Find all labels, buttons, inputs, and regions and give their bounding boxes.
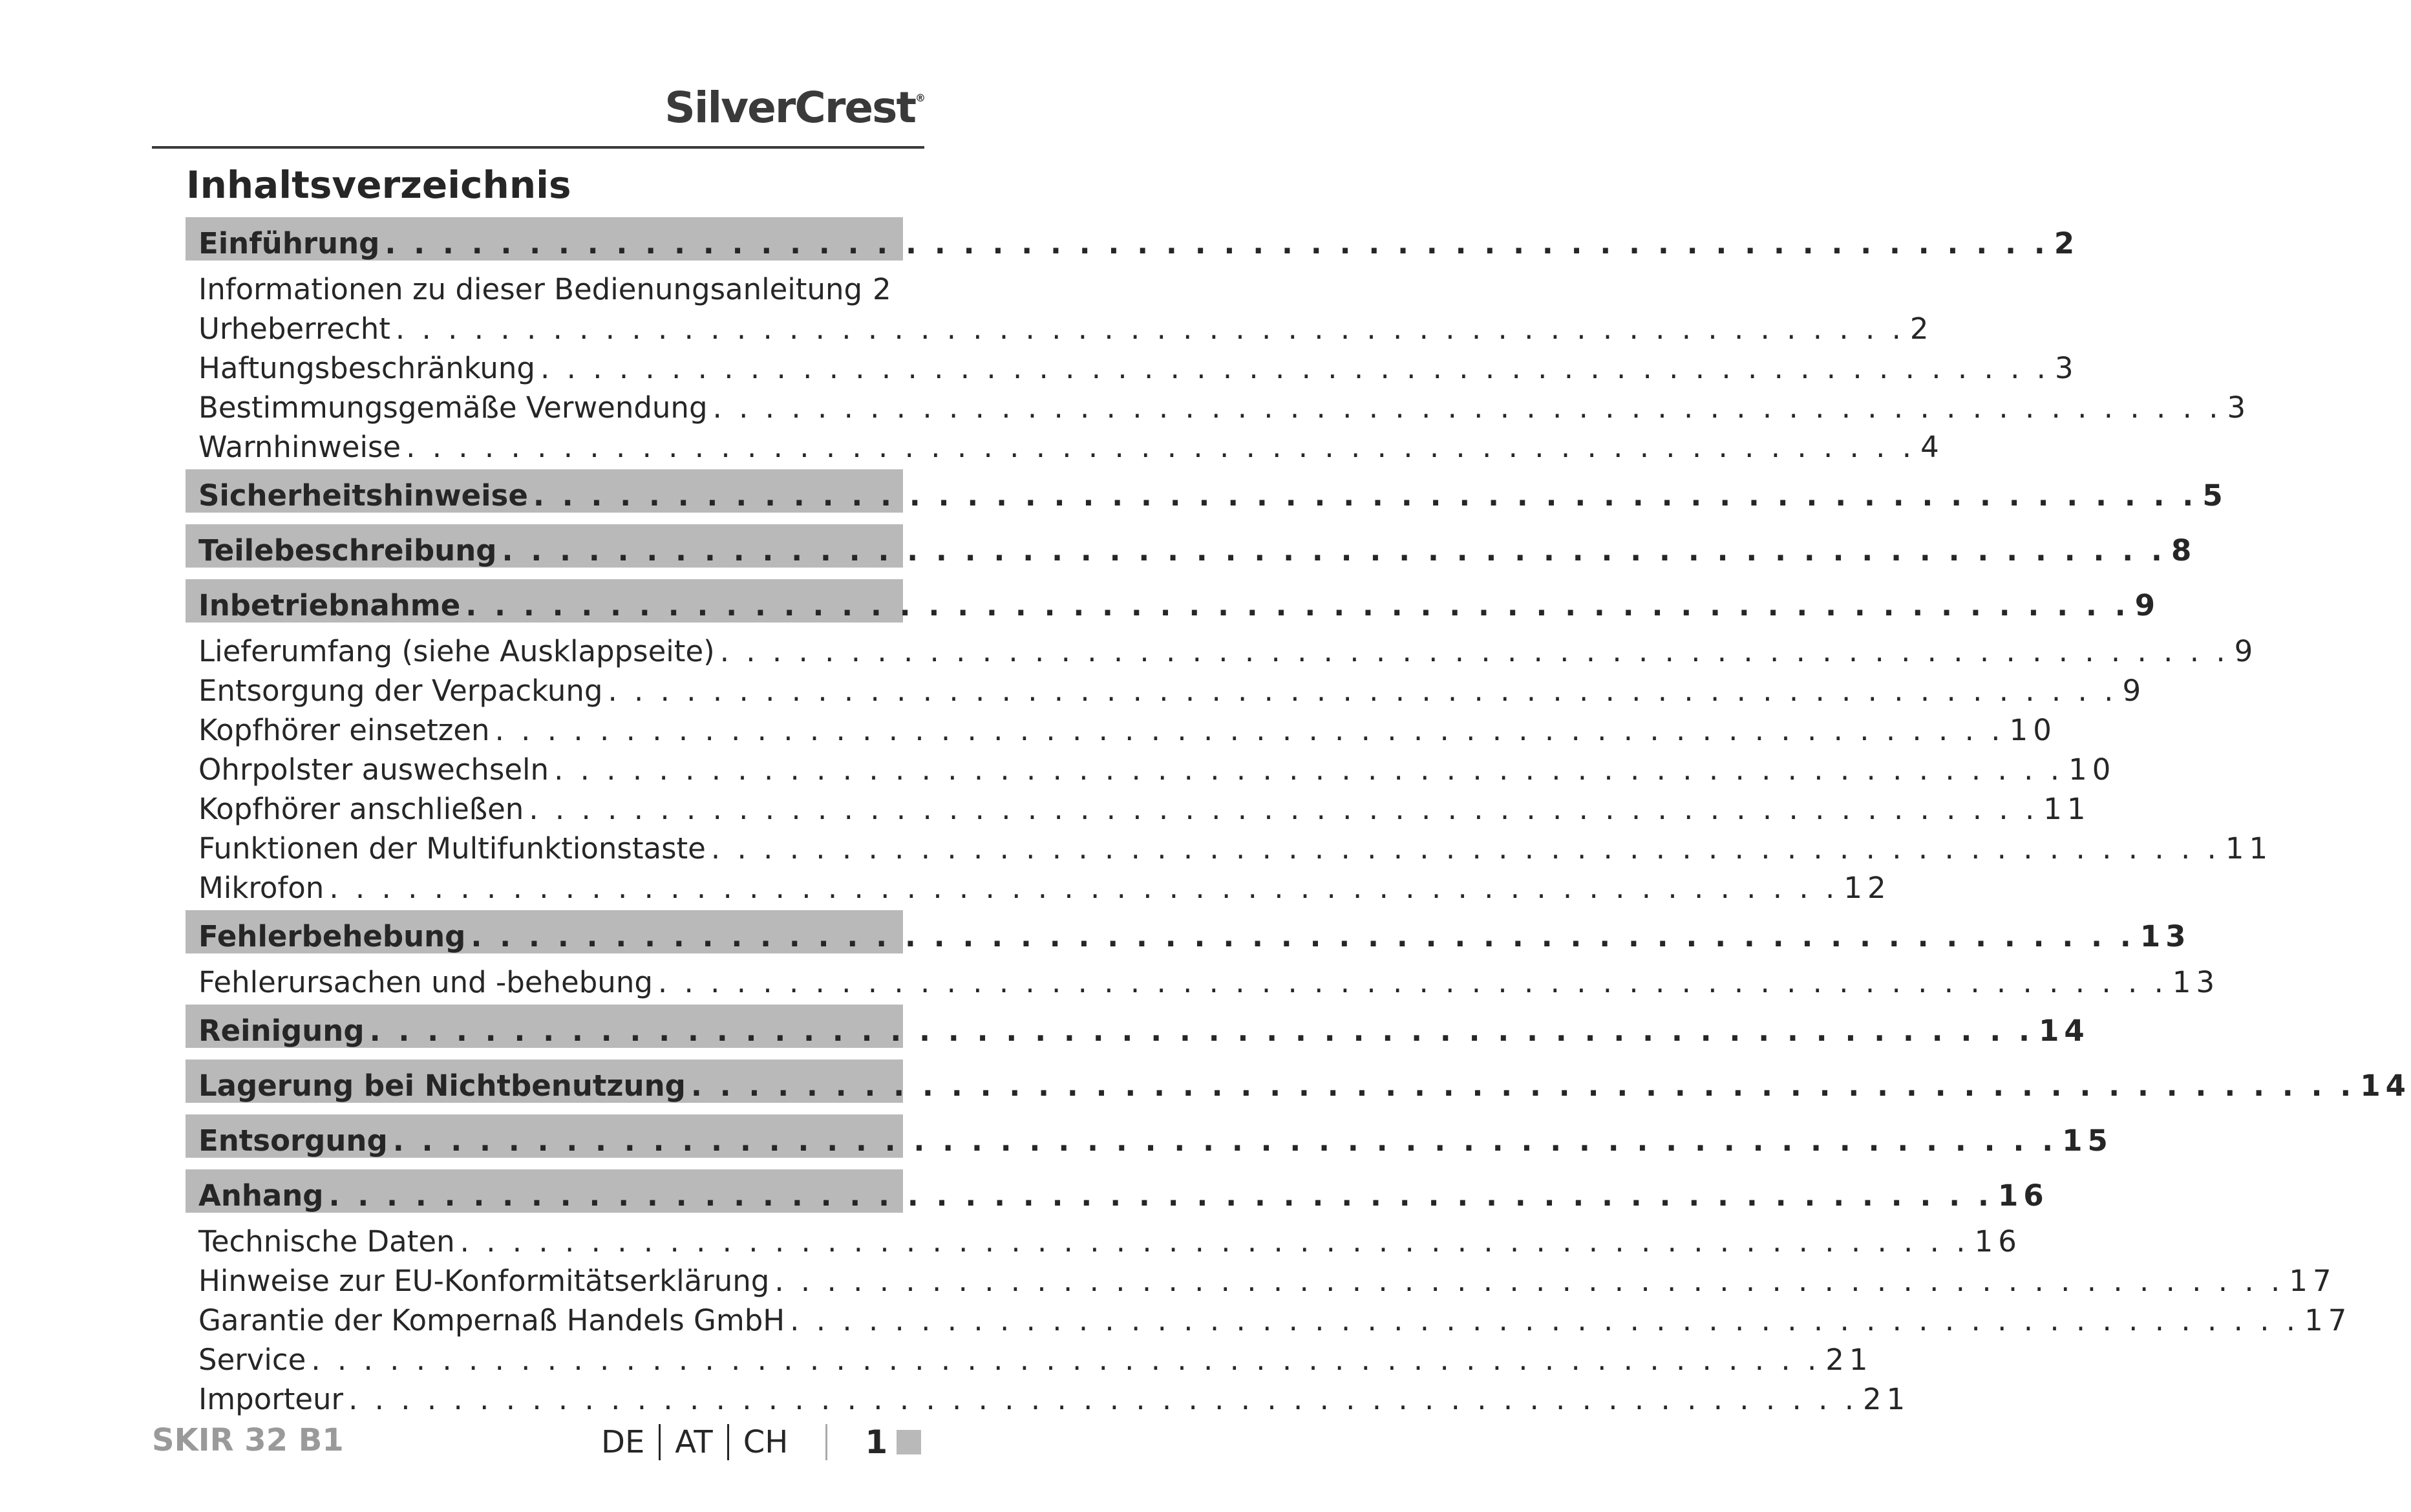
toc-entry-label: Haftungsbeschränkung bbox=[198, 351, 535, 385]
toc-entry[interactable] bbox=[186, 963, 2220, 1002]
leader-dots: . . . . . . . . . . . . . . . . . . . . . . . . . . . . . . . . . . . . . . . . . . . . . . . . . . . . . . . . . . bbox=[608, 674, 2118, 708]
toc-entry-label: Bestimmungsgemäße Verwendung bbox=[198, 390, 708, 425]
leader-dots: . . . . . . . . . . . . . . . . . . . . . . . . . . . . . . . . . . . . . . . . . . . . . . . . . . . . . . . . . . bbox=[329, 871, 1839, 905]
toc-entry-page: 12 bbox=[1843, 871, 1891, 905]
header-rule bbox=[152, 146, 924, 149]
leader-dots: . . . . . . . . . . . . . . . . . . . . . . . . . . . . . . . . . . . . . . . . . . . . . . . . . . . . . . . . . . bbox=[774, 1264, 2284, 1298]
table-of-contents bbox=[186, 217, 2411, 1421]
page-number: 1 bbox=[865, 1423, 888, 1461]
toc-entry-label: Service bbox=[198, 1343, 306, 1377]
toc-entries bbox=[186, 632, 2273, 908]
toc-entry-label: Technische Daten bbox=[198, 1224, 455, 1259]
toc-section-page: 14 bbox=[2039, 1014, 2090, 1048]
toc-entry-page: 21 bbox=[1863, 1382, 1911, 1416]
toc-entry[interactable] bbox=[186, 1261, 2337, 1301]
leader-dots: . . . . . . . . . . . . . . . . . . . . . . . . . . . . . . . . . . . . . . . . . . . . . . . . . . . . . . . . . . bbox=[529, 792, 2039, 826]
toc-section-page: 14 bbox=[2360, 1069, 2411, 1103]
leader-dots: . . . . . . . . . . . . . . . . . . . . . . . . . . . . . . . . . . . . . . . . . . . . . . . . . . . . . . . . . . bbox=[311, 1343, 1821, 1377]
toc-section-label: Anhang bbox=[198, 1178, 324, 1213]
toc-entry-label: Lieferumfang (siehe Ausklappseite) bbox=[198, 634, 715, 668]
toc-entry-label: Ohrpolster auswechseln bbox=[198, 752, 549, 787]
toc-section-label: Reinigung bbox=[198, 1014, 365, 1048]
leader-dots: . . . . . . . . . . . . . . . . . . . . . . . . . . . . . . . . . . . . . . . . . . . . . . . . . . . . . . . . . . bbox=[471, 919, 2135, 953]
toc-section[interactable] bbox=[186, 469, 2228, 513]
silvercrest-logo: SilverCrest® bbox=[664, 83, 924, 133]
toc-entry[interactable] bbox=[186, 1379, 1911, 1419]
toc-entry-label: Importeur bbox=[198, 1382, 344, 1416]
leader-dots: . . . . . . . . . . . . . . . . . . . . . . . . . . . . . . . . . . . . . . . . . . . . . . . . . . . . . . . . . . bbox=[465, 588, 2130, 623]
language-codes bbox=[601, 1423, 921, 1461]
toc-section[interactable] bbox=[186, 1114, 2113, 1158]
toc-section-page: 16 bbox=[1998, 1178, 2049, 1213]
toc-section-label: Sicherheitshinweise bbox=[198, 478, 528, 513]
toc-section-page: 2 bbox=[2054, 226, 2080, 261]
toc-section-page: 8 bbox=[2171, 533, 2197, 568]
toc-entry[interactable] bbox=[186, 632, 2258, 671]
leader-dots: . . . . . . . . . . . . . . . . . . . . . . . . . . . . . . . . . . . . . . . . . . . . . . . . . . . . . . . . . . bbox=[540, 351, 2050, 385]
toc-entry-page: 2 bbox=[1909, 312, 1934, 346]
toc-entry-page: 4 bbox=[1920, 430, 1944, 464]
toc-entry[interactable] bbox=[186, 868, 1891, 908]
toc-section[interactable] bbox=[186, 217, 2080, 261]
page-title: Inhaltsverzeichnis bbox=[186, 163, 571, 207]
toc-entry[interactable] bbox=[186, 750, 2116, 789]
toc-entry-page: 2 bbox=[873, 272, 897, 306]
toc-entry[interactable] bbox=[186, 710, 2057, 750]
leader-dots: . . . . . . . . . . . . . . . . . . . . . . . . . . . . . . . . . . . . . . . . . . . . . . . . . . . . . . . . . . bbox=[790, 1303, 2300, 1337]
toc-section-label: Teilebeschreibung bbox=[198, 533, 497, 568]
toc-entry[interactable] bbox=[186, 309, 1934, 348]
leader-dots: . . . . . . . . . . . . . . . . . . . . . . . . . . . . . . . . . . . . . . . . . . . . . . . . . . . . . . . . . . bbox=[554, 752, 2064, 787]
toc-entry[interactable] bbox=[186, 270, 903, 309]
toc-entry-label: Warnhinweise bbox=[198, 430, 401, 464]
toc-entry-label: Fehlerursachen und -behebung bbox=[198, 965, 653, 999]
toc-section[interactable] bbox=[186, 579, 2161, 623]
leader-dots: . . . . . . . . . . . . . . . . . . . . . . . . . . . . . . . . . . . . . . . . . . . . . . . . . . . . . . . . . . bbox=[392, 1123, 2057, 1158]
leader-dots: . . . . . . . . . . . . . . . . . . . . . . . . . . . . . . . . . . . . . . . . . . . . . . . . . . . . . . . . . . bbox=[657, 965, 2167, 999]
leader-dots: . . . . . . . . . . . . . . . . . . . . . . . . . . . . . . . . . . . . . . . . . . . . . . . . . . . . . . . . . . bbox=[690, 1069, 2355, 1103]
toc-section[interactable] bbox=[186, 1005, 2090, 1048]
toc-entry-page: 10 bbox=[2068, 752, 2116, 787]
toc-section-label: Inbetriebnahme bbox=[198, 588, 461, 623]
toc-entry-label: Entsorgung der Verpackung bbox=[198, 674, 603, 708]
leader-dots: . . . . . . . . . . . . . . . . . . . . . . . . . . . . . . . . . . . . . . . . . . . . . . . . . . . . . . . . . . bbox=[710, 831, 2220, 866]
toc-section-page: 9 bbox=[2134, 588, 2161, 623]
leader-dots: . . . . . . . . . . . . . . . . . . . . . . . . . . . . . . . . . . . . . . . . . . . . . . . . . . . . . . . . . . bbox=[460, 1224, 1970, 1259]
leader-dots: . . . . . . . . . . . . . . . . . . . . . . . . . . . . . . . . . . . . . . . . . . . . . . . . . . . . . . . . . . bbox=[328, 1178, 1993, 1213]
toc-section[interactable] bbox=[186, 1169, 2049, 1213]
toc-entries bbox=[186, 963, 2220, 1002]
toc-section-label: Einführung bbox=[198, 226, 380, 261]
toc-entries bbox=[186, 270, 2251, 467]
toc-entry[interactable] bbox=[186, 789, 2091, 829]
toc-section-label: Lagerung bei Nichtbenutzung bbox=[198, 1069, 686, 1103]
toc-entry-page: 3 bbox=[2054, 351, 2079, 385]
toc-entry[interactable] bbox=[186, 671, 2147, 710]
toc-entry-page: 9 bbox=[2234, 634, 2258, 668]
toc-section-label: Entsorgung bbox=[198, 1123, 388, 1158]
leader-dots: . . . . . . . . . . . . . . . . . . . . . . . . . . . . . . . . . . . . . . . . . . . . . . . . . . . . . . . . . . bbox=[348, 1382, 1858, 1416]
toc-entry-label: Hinweise zur EU-Konformitätserklärung bbox=[198, 1264, 770, 1298]
toc-section-label: Fehlerbehebung bbox=[198, 919, 466, 953]
leader-dots: . . . . . . . . . . . . . . . . . . . . . . . . . . . . . . . . . . . . . . . . . . . . . . . . . . . . . . . . . . bbox=[719, 634, 2229, 668]
divider bbox=[659, 1424, 661, 1460]
toc-entry-label: Kopfhörer anschließen bbox=[198, 792, 524, 826]
language-ch: CH bbox=[743, 1424, 789, 1460]
toc-entry-label: Mikrofon bbox=[198, 871, 324, 905]
toc-entry-label: Informationen zu dieser Bedienungsanleitung bbox=[198, 272, 863, 306]
toc-entry[interactable] bbox=[186, 829, 2273, 868]
toc-entry-label: Garantie der Kompernaß Handels GmbH bbox=[198, 1303, 785, 1337]
toc-entry-page: 3 bbox=[2227, 390, 2251, 425]
toc-entry[interactable] bbox=[186, 1301, 2352, 1340]
leader-dots: . . . . . . . . . . . . . . . . . . . . . . . . . . . . . . . . . . . . . . . . . . . . . . . . . . . . . . . . . . bbox=[494, 713, 2004, 747]
toc-entry-page: 13 bbox=[2172, 965, 2220, 999]
toc-section-page: 13 bbox=[2140, 919, 2191, 953]
toc-entry-page: 9 bbox=[2122, 674, 2147, 708]
leader-dots: . . . . . . . . . . . . . . . . . . . . . . . . . . . . . . . . . . . . . . . . . . . . . . . . . . . . . . . . . . bbox=[712, 390, 2222, 425]
toc-entry-page: 17 bbox=[2304, 1303, 2352, 1337]
toc-entry-label: Urheberrecht bbox=[198, 312, 390, 346]
leader-dots: . . . . . . . . . . . . . . . . . . . . . . . . . . . . . . . . . . . . . . . . . . . . . . . . . . . . . . . . . . bbox=[502, 533, 2166, 568]
toc-section[interactable] bbox=[186, 910, 2191, 953]
toc-entry-label: Kopfhörer einsetzen bbox=[198, 713, 490, 747]
toc-entry-page: 21 bbox=[1825, 1343, 1873, 1377]
toc-entry-page: 10 bbox=[2009, 713, 2057, 747]
model-number: SKIR 32 B1 bbox=[152, 1422, 344, 1458]
toc-entry[interactable] bbox=[186, 388, 2251, 427]
leader-dots: . . . . . . . . . . . . . . . . . . . . . . . . . . . . . . . . . . . . . . . . . . . . . . . . . . . . . . . . . . bbox=[533, 478, 2198, 513]
toc-entry-label: Funktionen der Multifunktionstaste bbox=[198, 831, 706, 866]
toc-section[interactable] bbox=[186, 524, 2197, 568]
toc-entry-page: 17 bbox=[2289, 1264, 2337, 1298]
leader-dots: . . . . . . . . . . . . . . . . . . . . . . . . . . . . . . . . . . . . . . . . . . . . . . . . . . . . . . . . . . bbox=[395, 312, 1905, 346]
toc-entry-page: 16 bbox=[1974, 1224, 2022, 1259]
toc-entry[interactable] bbox=[186, 348, 2079, 388]
toc-entry[interactable] bbox=[186, 1340, 1873, 1379]
divider bbox=[727, 1424, 729, 1460]
toc-section[interactable] bbox=[186, 1059, 2411, 1103]
toc-section-page: 15 bbox=[2062, 1123, 2113, 1158]
toc-entries bbox=[186, 1222, 2352, 1419]
toc-entry[interactable] bbox=[186, 427, 1944, 467]
toc-entry[interactable] bbox=[186, 1222, 2022, 1261]
toc-section-page: 5 bbox=[2202, 478, 2228, 513]
toc-entry-page: 11 bbox=[2225, 831, 2273, 866]
page-marker bbox=[897, 1430, 921, 1454]
language-at: AT bbox=[675, 1424, 713, 1460]
leader-dots: . . . . . . . . . . . . . . . . . . . . . . . . . . . . . . . . . . . . . . . . . . . . . . . . . . . . . . . . . . bbox=[385, 226, 2049, 261]
leader-dots: . . . . . . . . . . . . . . . . . . . . . . . . . . . . . . . . . . . . . . . . . . . . . . . . . . . . . . . . . . bbox=[369, 1014, 2034, 1048]
toc-entry-page: 11 bbox=[2043, 792, 2091, 826]
leader-dots: . . . . . . . . . . . . . . . . . . . . . . . . . . . . . . . . . . . . . . . . . . . . . . . . . . . . . . . . . . bbox=[406, 430, 1916, 464]
language-de: DE bbox=[601, 1424, 645, 1460]
divider bbox=[825, 1424, 827, 1460]
